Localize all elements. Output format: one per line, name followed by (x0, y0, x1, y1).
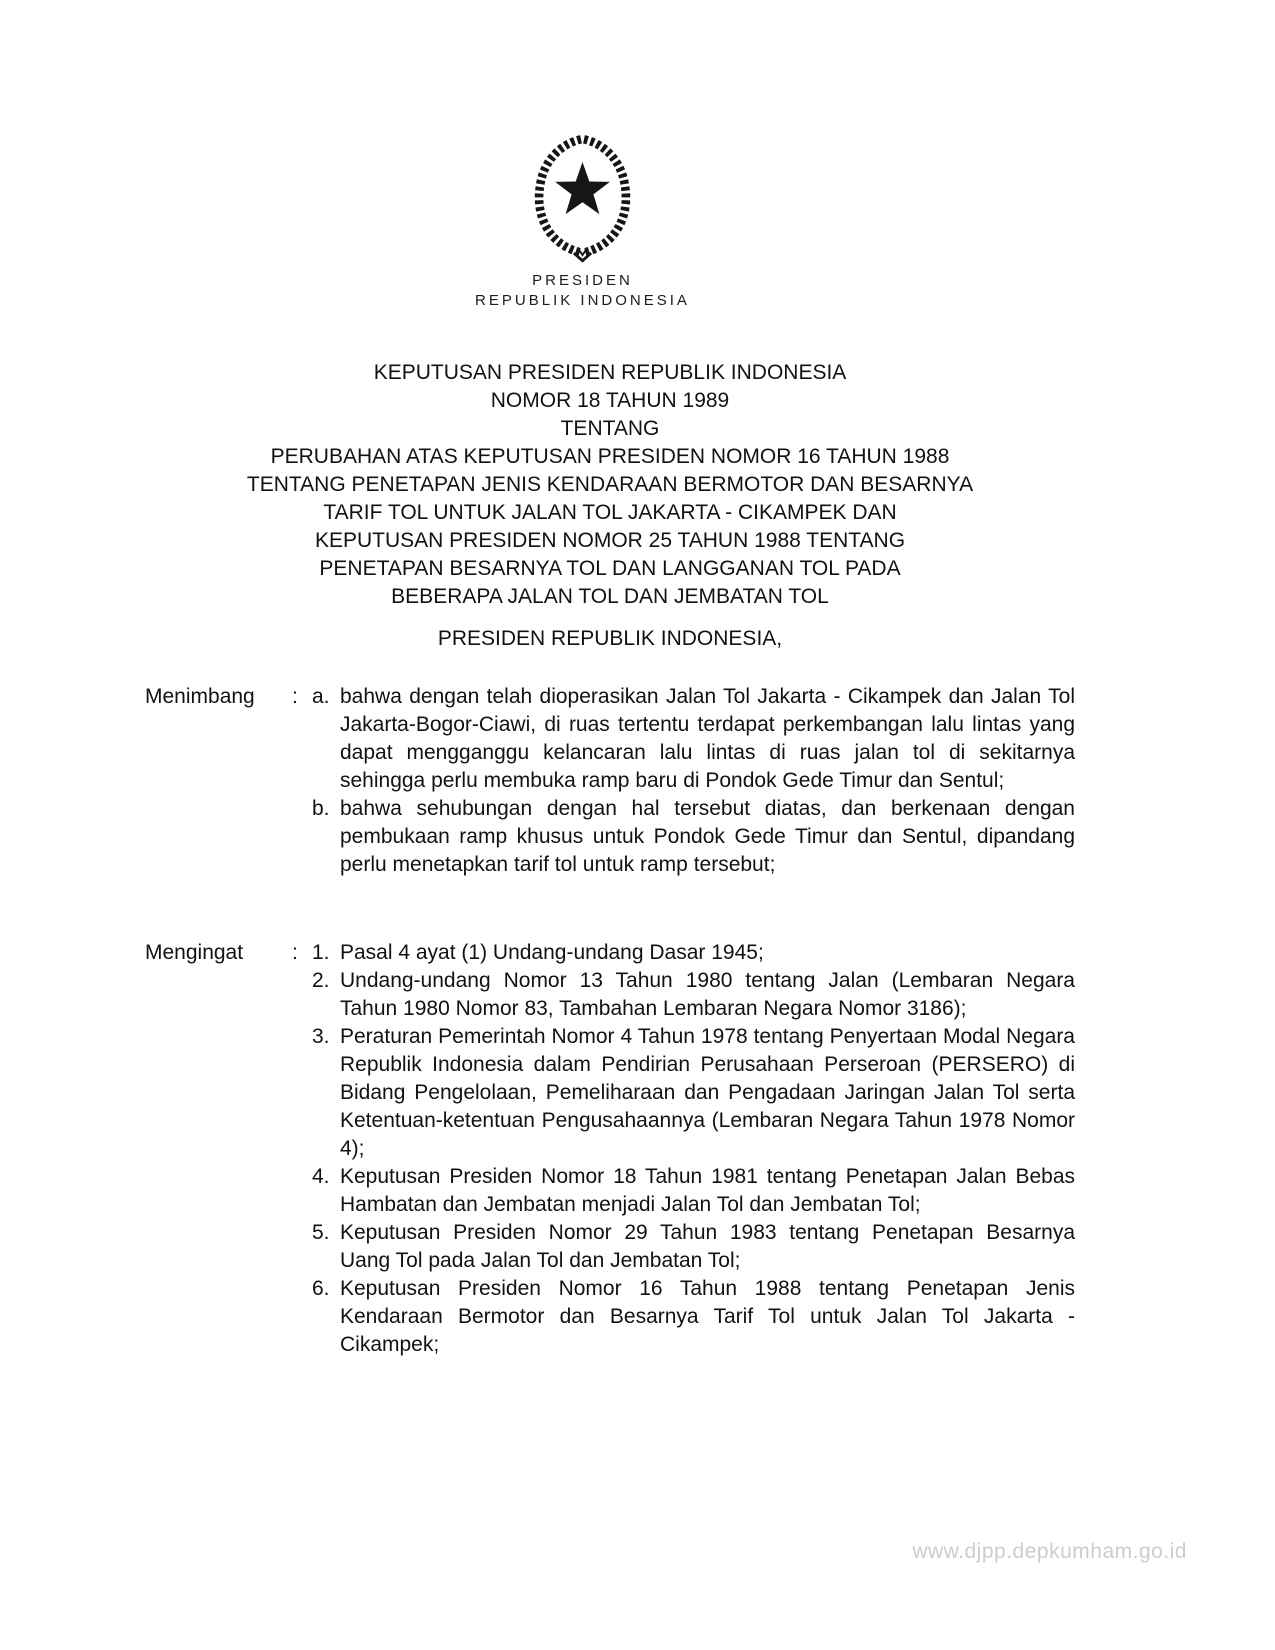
title-line: KEPUTUSAN PRESIDEN NOMOR 25 TAHUN 1988 TENTANG (314, 529, 906, 552)
item-text: Keputusan Presiden Nomor 29 Tahun 1983 tentang Penetapan Besarnya Uang Tol pada Jalan Tol dan Jembatan Tol; (340, 1221, 1075, 1272)
title-line: TENTANG (560, 417, 660, 440)
item-marker: 5. (312, 1221, 330, 1244)
section-label: Mengingat (145, 941, 244, 964)
title-line: TENTANG PENETAPAN JENIS KENDARAAN BERMOTOR DAN BESARNYA (246, 473, 974, 496)
item-marker: b. (312, 797, 330, 820)
section-items (312, 683, 1075, 879)
list-item (312, 939, 1075, 967)
org-line-republik-indonesia: REPUBLIK INDONESIA (475, 292, 690, 309)
item-marker: 1. (312, 941, 330, 964)
title-line: PERUBAHAN ATAS KEPUTUSAN PRESIDEN NOMOR 16 TAHUN 1988 (270, 445, 950, 468)
item-text: Keputusan Presiden Nomor 18 Tahun 1981 tentang Penetapan Jalan Bebas Hambatan dan Jembatan menjadi Jalan Tol dan Jembatan Tol; (340, 1165, 1075, 1216)
item-marker: 2. (312, 969, 330, 992)
presidential-seal (90, 130, 1075, 265)
list-item (312, 795, 1075, 879)
item-text: Keputusan Presiden Nomor 16 Tahun 1988 tentang Penetapan Jenis Kendaraan Bermotor dan Besarnya Tarif Tol untuk Jalan Tol Jakarta - Cikampek; (340, 1277, 1075, 1356)
section-items (312, 939, 1075, 1359)
section-colon: : (292, 941, 298, 964)
org-line-presiden: PRESIDEN (532, 272, 633, 289)
star-wreath-emblem-icon (525, 130, 640, 265)
list-item (312, 1163, 1075, 1219)
item-text: Undang-undang Nomor 13 Tahun 1980 tentang Jalan (Lembaran Negara Tahun 1980 Nomor 83, Tambahan Lembaran Negara Nomor 3186); (340, 969, 1075, 1020)
item-marker: 4. (312, 1165, 330, 1188)
item-text: Pasal 4 ayat (1) Undang-undang Dasar 1945; (340, 941, 764, 964)
list-item (312, 1219, 1075, 1275)
document-title (145, 359, 1075, 611)
title-line: NOMOR 18 TAHUN 1989 (490, 389, 730, 412)
list-item (312, 1023, 1075, 1163)
item-text: Peraturan Pemerintah Nomor 4 Tahun 1978 tentang Penyertaan Modal Negara Republik Indonesia dalam Pendirian Perusahaan Perseroan (PERSERO) di Bidang Pengelolaan, Pemeliharaan dan Pengadaan Jaringan Jalan Tol serta Ketentuan-ketentuan Pengusahaannya (Lembaran Negara Tahun 1978 Nomor 4); (340, 1025, 1075, 1160)
section-menimbang (145, 683, 1075, 879)
section-label: Menimbang (145, 685, 255, 708)
org-name (90, 271, 1075, 311)
item-marker: 3. (312, 1025, 330, 1048)
list-item (312, 967, 1075, 1023)
site-watermark: www.djpp.depkumham.go.id (912, 1540, 1187, 1563)
list-item (312, 683, 1075, 795)
item-text: bahwa dengan telah dioperasikan Jalan Tol Jakarta - Cikampek dan Jalan Tol Jakarta-Bogor-Ciawi, di ruas tertentu terdapat perkembangan lalu lintas yang dapat mengganggu kelancaran lalu lintas di ruas jalan tol di sekitarnya sehingga perlu membuka ramp baru di Pondok Gede Timur dan Sentul; (340, 685, 1075, 792)
title-line: KEPUTUSAN PRESIDEN REPUBLIK INDONESIA (373, 361, 847, 384)
preamble-line: PRESIDEN REPUBLIK INDONESIA, (437, 627, 783, 650)
item-text: bahwa sehubungan dengan hal tersebut diatas, dan berkenaan dengan pembukaan ramp khusus untuk Pondok Gede Timur dan Sentul, dipandang perlu menetapkan tarif tol untuk ramp tersebut; (340, 797, 1075, 876)
item-marker: a. (312, 685, 330, 708)
list-item (312, 1275, 1075, 1359)
section-colon: : (292, 685, 298, 708)
item-marker: 6. (312, 1277, 330, 1300)
section-mengingat (145, 939, 1075, 1359)
title-line: PENETAPAN BESARNYA TOL DAN LANGGANAN TOL PADA (319, 557, 901, 580)
title-line: BEBERAPA JALAN TOL DAN JEMBATAN TOL (391, 585, 829, 608)
title-line: TARIF TOL UNTUK JALAN TOL JAKARTA - CIKAMPEK DAN (323, 501, 897, 524)
